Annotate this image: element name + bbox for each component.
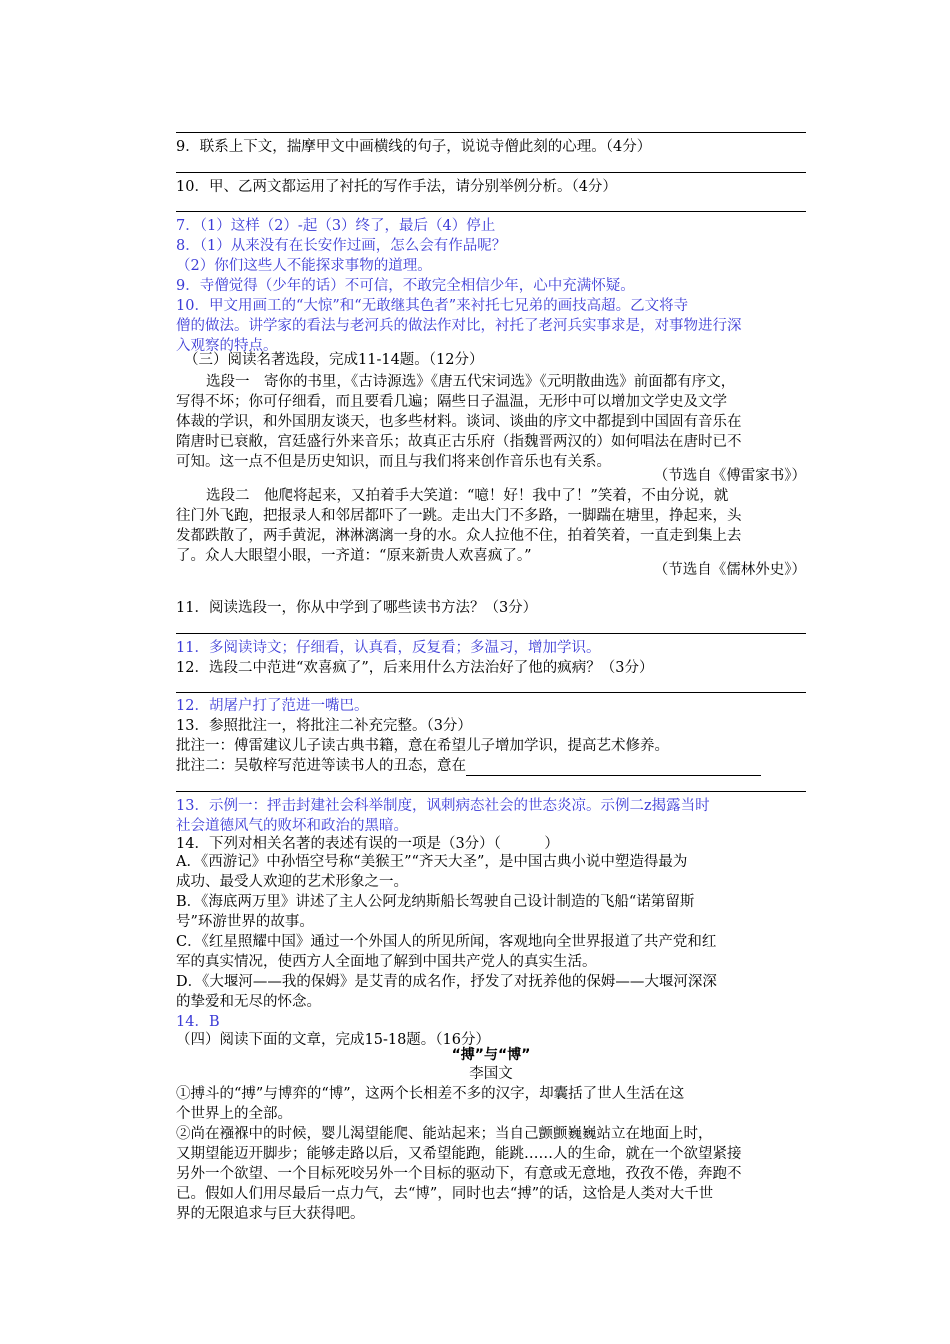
paragraph-1: ①搏斗的“搏”与博弈的“博”，这两个长相差不多的汉字，却囊括了世人生活在这: [176, 1086, 685, 1102]
question-13: 13．参照批注一，将批注二补充完整。（3分）: [176, 718, 472, 734]
paragraph-1: 个世界上的全部。: [176, 1106, 292, 1122]
excerpt-1: 写得不坏；你可仔细看，而且要看几遍；隔些日子温温，无形中可以增加文学史及文学: [176, 394, 727, 410]
option-c: C．《红星照耀中国》通过一个外国人的所见所闻，客观地向全世界报道了共产党和红: [176, 934, 717, 950]
answer-line: [176, 172, 806, 173]
answer-line: [176, 692, 806, 693]
excerpt-1: 体裁的学识，和外国朋友谈天，也多些材料。谈词、谈曲的序文中都提到中国固有音乐在: [176, 414, 742, 430]
answer-line: [176, 132, 806, 133]
section-4-heading: （四）阅读下面的文章，完成15-18题。（16分）: [176, 1032, 490, 1048]
question-10: 10．甲、乙两文都运用了衬托的写作手法，请分别举例分析。（4分）: [176, 179, 617, 195]
answer-13: 社会道德风气的败坏和政治的黑暗。: [176, 818, 408, 834]
paragraph-2: 界的无限追求与巨大获得吧。: [176, 1206, 365, 1222]
option-c: 军的真实情况，使西方人全面地了解到中国共产党人的真实生活。: [176, 954, 597, 970]
section-3-heading: （三）阅读名著选段，完成11-14题。（12分）: [184, 352, 484, 368]
paragraph-2: 另外一个欲望、一个目标死咬另外一个目标的驱动下，有意或无意地，孜孜不倦，奔跑不: [176, 1166, 742, 1182]
option-a: A．《西游记》中孙悟空号称“美猴王”“齐天大圣”，是中国古典小说中塑造得最为: [176, 854, 688, 870]
answer-line: [176, 211, 806, 212]
option-b: 号”环游世界的故事。: [176, 914, 314, 930]
excerpt-2: 选段二 他爬将起来，又拍着手大笑道：“噫！好！我中了！”笑着，不由分说，就: [206, 488, 729, 504]
answer-14: 14．B: [176, 1014, 220, 1030]
question-9: 9．联系上下文，揣摩甲文中画横线的句子，说说寺僧此刻的心理。（4分）: [176, 139, 652, 155]
paragraph-2: ②尚在襁褓中的时候，婴儿渴望能爬、能站起来；当自己颤颤巍巍站立在地面上时，: [176, 1126, 713, 1142]
answer-9: 9．寺僧觉得（少年的话）不可信，不敢完全相信少年，心中充满怀疑。: [176, 278, 635, 294]
answer-line: [176, 791, 806, 792]
annotation-2: [176, 756, 806, 776]
answer-8-2: （2）你们这些人不能探求事物的道理。: [176, 258, 432, 274]
answer-11: 11．多阅读诗文；仔细看，认真看，反复看；多温习，增加学识。: [176, 640, 601, 656]
answer-10: 僧的做法。讲学家的看法与老河兵的做法作对比，衬托了老河兵实事求是，对事物进行深: [176, 318, 742, 334]
option-d: 的挚爱和无尽的怀念。: [176, 994, 321, 1010]
option-d: D．《大堰河——我的保姆》是艾青的成名作，抒发了对抚养他的保姆——大堰河深深: [176, 974, 717, 990]
answer-8-1: 8．（1）从来没有在长安作过画，怎么会有作品呢？: [176, 238, 507, 254]
excerpt-1: 可知。这一点不但是历史知识，而且与我们将来创作音乐也有关系。: [176, 454, 611, 470]
answer-line: [176, 633, 806, 634]
paragraph-2: 已。假如人们用尽最后一点力气，去“博”，同时也去“搏”的话，这恰是人类对大千世: [176, 1186, 714, 1202]
answer-13: 13．示例一：抨击封建社会科举制度，讽刺病态社会的世态炎凉。示例二z揭露当时: [176, 798, 710, 814]
question-12: 12．选段二中范进“欢喜疯了”，后来用什么方法治好了他的疯病？（3分）: [176, 660, 654, 676]
option-b: B．《海底两万里》讲述了主人公阿龙纳斯船长驾驶自己设计制造的飞船“诺第留斯: [176, 894, 695, 910]
answer-10: 入观察的特点。: [176, 338, 278, 354]
option-a: 成功、最受人欢迎的艺术形象之一。: [176, 874, 408, 890]
excerpt-2-source: （节选自《儒林外史》）: [653, 562, 806, 578]
annotation-1: 批注一：傅雷建议儿子读古典书籍，意在希望儿子增加学识，提高艺术修养。: [176, 738, 669, 754]
fill-blank[interactable]: [466, 761, 761, 776]
question-11: 11．阅读选段一，你从中学到了哪些读书方法？（3分）: [176, 600, 538, 616]
article-author: 李国文: [469, 1066, 513, 1082]
question-14: 14．下列对相关名著的表述有误的一项是（3分）（ ）: [176, 836, 559, 852]
annotation-2-text: 批注二：吴敬梓写范进等读书人的丑态，意在: [176, 758, 466, 774]
excerpt-2: 发都跌散了，两手黄泥，淋淋漓漓一身的水。众人拉他不住，拍着笑着，一直走到集上去: [176, 528, 742, 544]
answer-12: 12．胡屠户打了范进一嘴巴。: [176, 698, 369, 714]
paragraph-2: 又期望能迈开脚步；能够走路以后，又希望能跑，能跳……人的生命，就在一个欲望紧接: [176, 1146, 742, 1162]
excerpt-2: 了。众人大眼望小眼，一齐道：“原来新贵人欢喜疯了。”: [176, 548, 532, 564]
answer-7: 7．（1）这样（2）-起（3）终了，最后（4）停止: [176, 218, 496, 234]
excerpt-1: 选段一 寄你的书里，《古诗源选》《唐五代宋词选》《元明散曲选》前面都有序文，: [206, 374, 736, 390]
article-title: “搏”与“博”: [451, 1047, 531, 1063]
excerpt-1-source: （节选自《傅雷家书》）: [653, 468, 806, 484]
excerpt-1: 隋唐时已衰敝，宫廷盛行外来音乐；故真正古乐府（指魏晋两汉的）如何唱法在唐时已不: [176, 434, 742, 450]
answer-10: 10．甲文用画工的“大惊”和“无敢继其色者”来衬托七兄弟的画技高超。乙文将寺: [176, 298, 689, 314]
excerpt-2: 往门外飞跑，把报录人和邻居都吓了一跳。走出大门不多路，一脚踹在塘里，挣起来，头: [176, 508, 742, 524]
